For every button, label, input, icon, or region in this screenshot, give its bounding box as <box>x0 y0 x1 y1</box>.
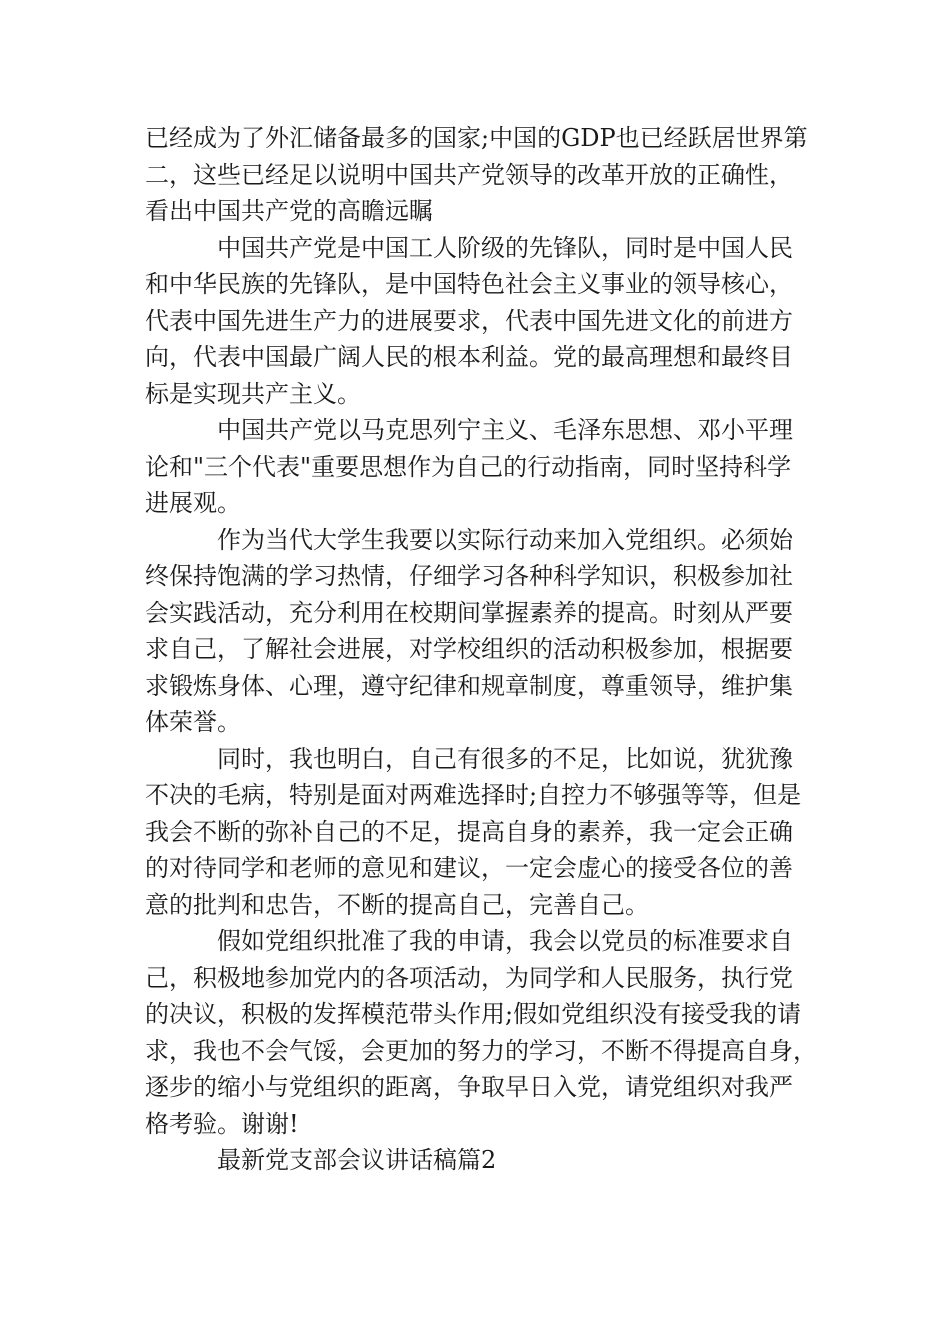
text-line: 中国共产党以马克思列宁主义、毛泽东思想、邓小平理 <box>217 416 793 444</box>
paragraph <box>145 120 810 230</box>
paragraph <box>145 923 817 1142</box>
paragraph <box>145 522 810 741</box>
text-line: 意的批判和忠告，不断的提高自己，完善自己。 <box>145 890 649 919</box>
text-line: 格考验。谢谢! <box>145 1109 299 1138</box>
paragraph <box>145 230 810 413</box>
text-line: 标是实现共产主义。 <box>145 379 361 408</box>
document-body <box>145 120 817 1179</box>
text-line: 进展观。 <box>145 489 241 517</box>
text-line: 论和"三个代表"重要思想作为自己的行动指南，同时坚持科学 <box>145 452 792 481</box>
text-line: 逐步的缩小与党组织的距离，争取早日入党，请党组织对我严 <box>145 1073 793 1101</box>
text-line: 己，积极地参加党内的各项活动，为同学和人民服务，执行党 <box>145 963 793 992</box>
paragraph <box>145 412 810 522</box>
text-line: 求，我也不会气馁，会更加的努力的学习，不断不得提高自身， <box>145 1036 817 1065</box>
text-line: 会实践活动，充分利用在校期间掌握素养的提高。时刻从严要 <box>145 598 793 627</box>
text-line: 中国共产党是中国工人阶级的先锋队，同时是中国人民 <box>217 233 793 262</box>
text-line: 求锻炼身体、心理，遵守纪律和规章制度，尊重领导，维护集 <box>145 671 793 700</box>
text-line: 最新党支部会议讲话稿篇2 <box>217 1146 497 1174</box>
section-heading <box>145 1142 810 1179</box>
text-line: 我会不断的弥补自己的不足，提高自身的素养，我一定会正确 <box>145 817 793 846</box>
text-line: 不决的毛病，特别是面对两难选择时;自控力不够强等等，但是 <box>145 781 802 809</box>
text-line: 和中华民族的先锋队，是中国特色社会主义事业的领导核心， <box>145 270 793 298</box>
text-line: 同时，我也明白，自己有很多的不足，比如说，犹犹豫 <box>217 744 793 773</box>
text-line: 二，这些已经足以说明中国共产党领导的改革开放的正确性， <box>145 160 793 189</box>
paragraph <box>145 741 810 924</box>
text-line: 的对待同学和老师的意见和建议，一定会虚心的接受各位的善 <box>145 854 793 882</box>
text-line: 已经成为了外汇储备最多的国家;中国的GDP也已经跃居世界第 <box>145 124 808 152</box>
text-line: 终保持饱满的学习热情，仔细学习各种科学知识，积极参加社 <box>145 562 793 590</box>
text-line: 看出中国共产党的高瞻远瞩 <box>145 197 433 225</box>
text-line: 假如党组织批准了我的申请，我会以党员的标准要求自 <box>217 927 793 955</box>
text-line: 的决议，积极的发挥模范带头作用;假如党组织没有接受我的请 <box>145 1000 802 1028</box>
text-line: 作为当代大学生我要以实际行动来加入党组织。必须始 <box>217 525 793 554</box>
text-line: 向，代表中国最广阔人民的根本利益。党的最高理想和最终目 <box>145 343 793 371</box>
text-line: 代表中国先进生产力的进展要求，代表中国先进文化的前进方 <box>145 306 793 335</box>
text-line: 体荣誉。 <box>145 708 241 736</box>
text-line: 求自己，了解社会进展，对学校组织的活动积极参加，根据要 <box>145 635 793 663</box>
